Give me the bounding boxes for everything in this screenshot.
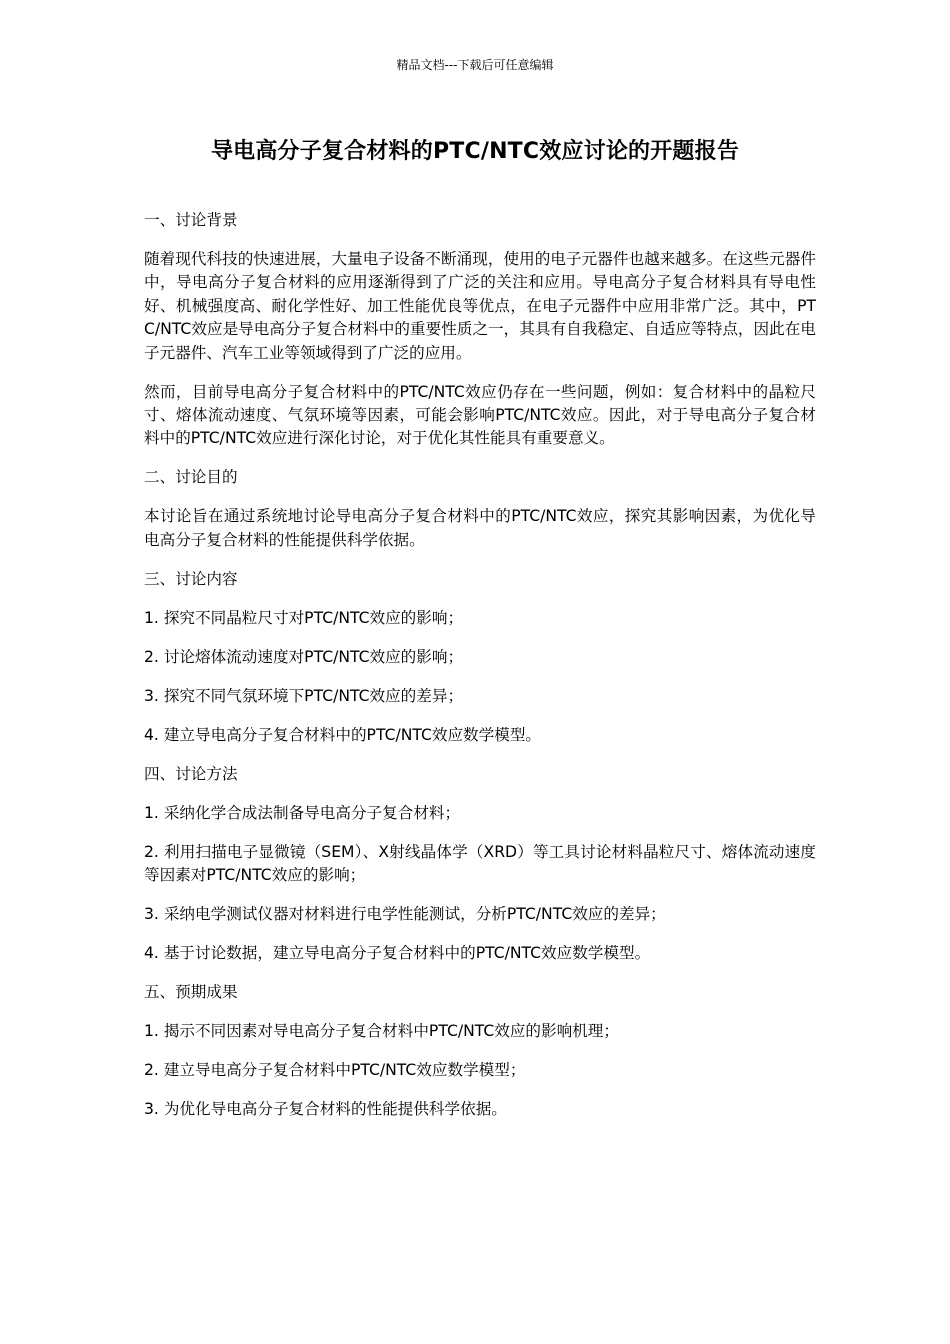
methods-list-item: 3. 采纳电学测试仪器对材料进行电学性能测试，分析PTC/NTC效应的差异；	[144, 905, 666, 924]
section-heading-purpose: 二、讨论目的	[144, 468, 238, 487]
methods-list-item: 4. 基于讨论数据，建立导电高分子复合材料中的PTC/NTC效应数学模型。	[144, 944, 651, 963]
outcomes-list-item: 3. 为优化导电高分子复合材料的性能提供科学依据。	[144, 1100, 507, 1119]
section-heading-methods: 四、讨论方法	[144, 764, 238, 783]
outcomes-list-item: 2. 建立导电高分子复合材料中PTC/NTC效应数学模型；	[144, 1061, 526, 1080]
content-list-item: 2. 讨论熔体流动速度对PTC/NTC效应的影响；	[144, 647, 464, 666]
page-header: 精品文档---下载后可任意编辑	[396, 58, 554, 72]
document-body	[144, 209, 816, 1137]
purpose-paragraph: 本讨论旨在通过系统地讨论导电高分子复合材料中的PTC/NTC效应，探究其影响因素，为优化导电高分子复合材料的性能提供科学依据。	[144, 507, 816, 549]
content-list-item: 1. 探究不同晶粒尺寸对PTC/NTC效应的影响；	[144, 608, 464, 627]
background-paragraph: 然而，目前导电高分子复合材料中的PTC/NTC效应仍存在一些问题，例如：复合材料中的晶粒尺寸、熔体流动速度、气氛环境等因素，可能会影响PTC/NTC效应。因此，对于导电高分子复合材料中的PTC/NTC效应进行深化讨论，对于优化其性能具有重要意义。	[144, 382, 816, 448]
section-heading-background: 一、讨论背景	[144, 211, 238, 229]
background-paragraph: 随着现代科技的快速进展，大量电子设备不断涌现，使用的电子元器件也越来越多。在这些元器件中，导电高分子复合材料的应用逐渐得到了广泛的关注和应用。导电高分子复合材料具有导电性好、机械强度高、耐化学性好、加工性能优良等优点，在电子元器件中应用非常广泛。其中，PTC/NTC效应是导电高分子复合材料中的重要性质之一，其具有自我稳定、自适应等特点，因此在电子元器件、汽车工业等领域得到了广泛的应用。	[144, 250, 816, 362]
document-title: 导电高分子复合材料的PTC/NTC效应讨论的开题报告	[210, 139, 740, 164]
section-heading-content: 三、讨论内容	[144, 569, 238, 588]
methods-list-item: 1. 采纳化学合成法制备导电高分子复合材料；	[144, 803, 461, 822]
content-list-item: 4. 建立导电高分子复合材料中的PTC/NTC效应数学模型。	[144, 725, 542, 744]
content-list-item: 3. 探究不同气氛环境下PTC/NTC效应的差异；	[144, 686, 464, 705]
outcomes-list-item: 1. 揭示不同因素对导电高分子复合材料中PTC/NTC效应的影响机理；	[144, 1022, 619, 1041]
methods-list-item: 2. 利用扫描电子显微镜（SEM）、X射线晶体学（XRD）等工具讨论材料晶粒尺寸、熔体流动速度等因素对PTC/NTC效应的影响；	[144, 842, 816, 885]
section-heading-outcomes: 五、预期成果	[144, 983, 238, 1002]
